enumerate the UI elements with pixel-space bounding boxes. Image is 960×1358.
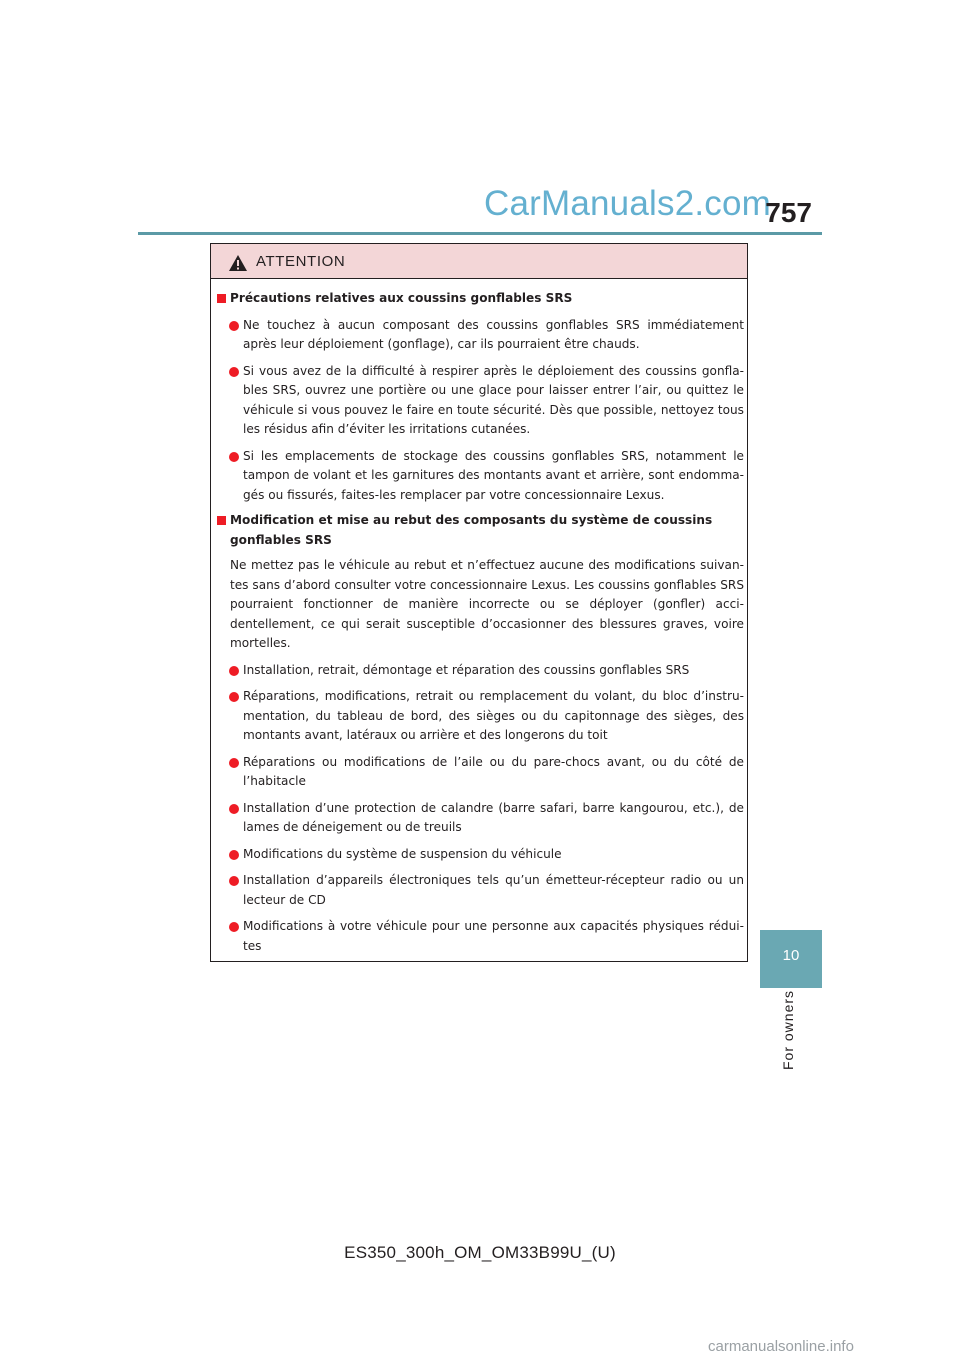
- red-bullet-icon: [229, 850, 239, 860]
- red-square-icon: [217, 516, 226, 525]
- caution-body: [217, 289, 744, 956]
- section-intro: Ne mettez pas le véhicule au rebut et n’effectuez aucune des modifications suivan-tes sans d’abord consulter votre concessionnaire Lexus. Les coussins gonflables SRS pourraient fonctionner de manière incorrecte ou se déployer (gonfler) acci-dentellement, ce qui serait susceptible d’occasionner des blessures graves, voire mortelles.: [230, 558, 744, 650]
- red-bullet-icon: [229, 692, 239, 702]
- list-item: [217, 316, 744, 355]
- red-bullet-icon: [229, 804, 239, 814]
- list-item-text: Modifications du système de suspension du véhicule: [243, 846, 562, 861]
- list-item: [217, 917, 744, 956]
- list-item: [217, 447, 744, 506]
- list-item: [217, 753, 744, 792]
- red-bullet-icon: [229, 321, 239, 331]
- list-item-text: Installation d’appareils électroniques tels qu’un émetteur-récepteur radio ou un lecteur de CD: [243, 873, 744, 907]
- section-heading: [217, 511, 744, 550]
- header-rule: [138, 232, 822, 235]
- caution-box: [210, 243, 748, 962]
- list-item-text: Réparations ou modifications de l’aile ou du pare-chocs avant, ou du côté de l’habitacle: [243, 754, 744, 788]
- red-bullet-icon: [229, 666, 239, 676]
- list-item-text: Installation d’une protection de calandre (barre safari, barre kangourou, etc.), de lames de déneigement ou de treuils: [243, 800, 744, 834]
- red-bullet-icon: [229, 922, 239, 932]
- list-item: [217, 845, 744, 865]
- list-item-text: Installation, retrait, démontage et réparation des coussins gonflables SRS: [243, 662, 690, 677]
- list-item-text: Ne touchez à aucun composant des coussins gonflables SRS immédiatement après leur déploiement (gonflage), car ils pourraient être chauds.: [243, 317, 744, 351]
- list-item: [217, 871, 744, 910]
- red-square-icon: [217, 294, 226, 303]
- list-item: [217, 799, 744, 838]
- red-bullet-icon: [229, 452, 239, 462]
- chapter-label-container: [770, 989, 796, 1070]
- red-bullet-icon: [229, 758, 239, 768]
- section-heading-text: Modification et mise au rebut des composants du système de coussins gonflables SRS: [230, 513, 713, 547]
- section-heading: [217, 289, 744, 309]
- chapter-label: For owners: [780, 989, 796, 1070]
- chapter-tab: [760, 930, 822, 988]
- list-item-text: Si les emplacements de stockage des coussins gonflables SRS, notamment le tampon de volant et les garnitures des montants avant et arrière, sont endomma-gés ou fissurés, faites-les remplacer par votre concessionnaire Lexus.: [243, 448, 744, 502]
- list-item: [217, 661, 744, 681]
- warning-triangle-icon: [228, 254, 248, 272]
- list-item-text: Réparations, modifications, retrait ou remplacement du volant, du bloc d’instru-mentation, du tableau de bord, des sièges ou du capitonnage des sièges, des montants avant, latéraux ou arrière et des longerons du toit: [243, 689, 744, 742]
- caution-title: ATTENTION: [256, 253, 346, 270]
- red-bullet-icon: [229, 367, 239, 377]
- list-item-text: Modifications à votre véhicule pour une personne aux capacités physiques rédui-tes: [243, 919, 744, 953]
- chapter-number: 10: [782, 947, 800, 964]
- watermark-logo: CarManuals2.com: [484, 184, 771, 223]
- red-bullet-icon: [229, 876, 239, 886]
- footer-watermark: carmanualsonline.info: [708, 1338, 854, 1355]
- list-item: [217, 687, 744, 746]
- list-item-text: Si vous avez de la difficulté à respirer après le déploiement des coussins gonfla-bles SRS, ouvrez une portière ou une glace pour laisser entrer l’air, ou quittez le véhicule si vous pouvez le faire en toute sécurité. Dès que possible, nettoyez tous les résidus afin d’éviter les irritations cutanées.: [243, 363, 744, 436]
- document-code: ES350_300h_OM_OM33B99U_(U): [344, 1243, 616, 1262]
- page-number: 757: [765, 197, 812, 228]
- list-item: [217, 362, 744, 440]
- caution-header: [211, 244, 747, 279]
- section-heading-text: Précautions relatives aux coussins gonflables SRS: [230, 291, 573, 305]
